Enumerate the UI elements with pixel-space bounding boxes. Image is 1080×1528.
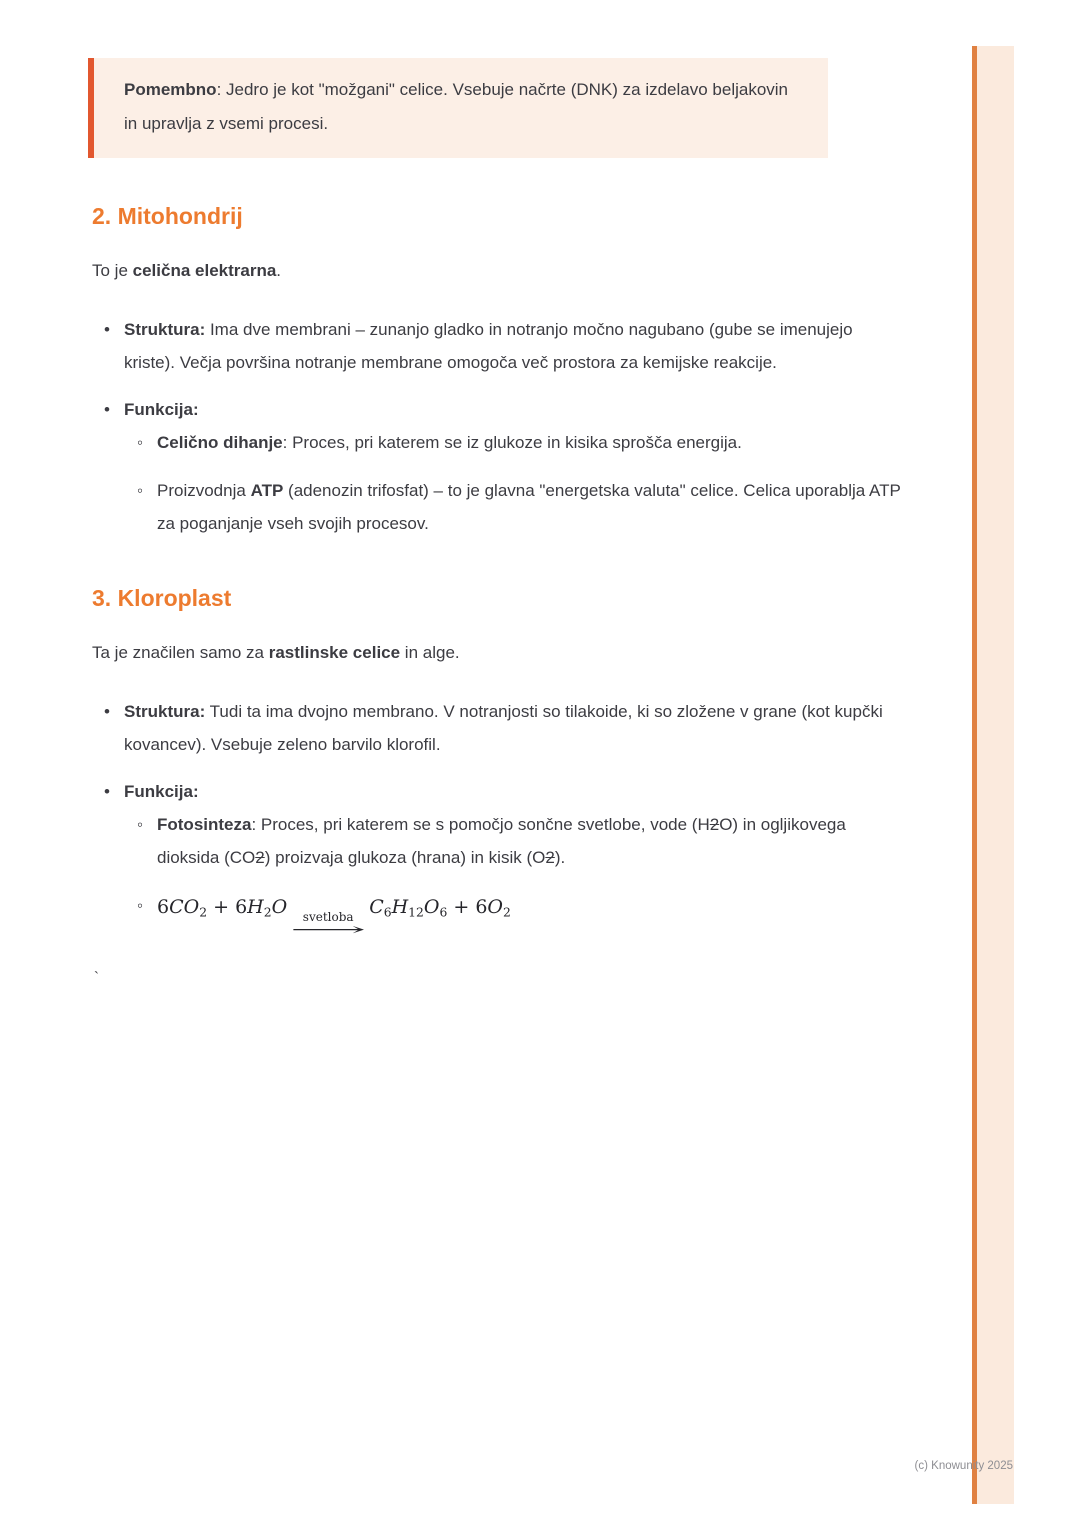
- sub-list-item-fotosinteza: [157, 808, 908, 874]
- callout-text: Pomembno: Jedro je kot "možgani" celice. Vsebuje načrte (DNK) za izdelavo beljakovin in upravlja z vsemi procesi.: [124, 80, 789, 133]
- list-item-struktura: [124, 313, 908, 379]
- list-item-text: Funkcija:: [124, 400, 199, 420]
- formula-right-side: $C_6H_{12}O_6 + 6O_2$: [369, 895, 511, 920]
- list-item-text: Struktura: Tudi ta ima dvojno membrano. V notranjosti so tilakoide, ki so zložene v grane (kot kupčki kovancev). Vsebuje zeleno barvilo klorofil.: [124, 701, 883, 755]
- list-item-funkcija: [124, 393, 908, 540]
- copyright-footer: (c) Knowunity 2025: [914, 1460, 1013, 1472]
- list-item-text: Funkcija:: [124, 782, 199, 802]
- formula-left-side: $6CO_2 + 6H_2O$: [157, 895, 288, 920]
- reaction-arrow: [290, 910, 366, 941]
- page-content: [92, 58, 908, 992]
- sub-list-item-proizvodnja-atp: [157, 474, 908, 540]
- section-heading-kloroplast: 3. Kloroplast: [92, 584, 232, 611]
- list-item-text: Proizvodnja ATP (adenozin trifosfat) – to je glavna "energetska valuta" celice. Celica uporablja ATP za poganjanje vseh svojih procesov.: [157, 480, 901, 533]
- bullet-list: [92, 695, 908, 939]
- sub-bullet-list: [124, 808, 908, 939]
- list-item-text: Struktura: Ima dve membrani – zunanjo gladko in notranjo močno nagubano (gube se imenujejo kriste). Večja površina notranje membrane omogoča več prostora za kemijske reakcije.: [124, 320, 853, 373]
- section-mitohondrij: [92, 202, 908, 540]
- list-item-text: Celično dihanje: Proces, pri katerem se iz glukoze in kisika sprošča energija.: [157, 433, 742, 453]
- list-item-struktura: [124, 695, 908, 761]
- section-heading-mitohondrij: 2. Mitohondrij: [92, 203, 243, 229]
- section-kloroplast: [92, 584, 908, 939]
- page-edge-accent-line: [972, 46, 977, 1504]
- important-callout: [88, 58, 828, 158]
- right-arrow-icon: ⟶: [290, 920, 366, 941]
- sub-bullet-list: [124, 426, 908, 539]
- section-intro-text: To je celična elektrarna.: [92, 260, 282, 280]
- reaction-arrow-label: svetloba: [302, 910, 354, 925]
- page-edge-band: [977, 46, 1014, 1504]
- sub-list-item-celicno-dihanje: [157, 426, 908, 459]
- section-intro-text: Ta je značilen samo za rastlinske celice in alge.: [92, 642, 460, 662]
- stray-character: `: [94, 969, 99, 987]
- sub-list-item-formula: [157, 889, 908, 940]
- list-item-funkcija: [124, 775, 908, 939]
- bullet-list: [92, 313, 908, 540]
- photosynthesis-formula: [157, 895, 511, 941]
- list-item-text: Fotosinteza: Proces, pri katerem se s pomočjo sončne svetlobe, vode (H2O) in ogljikovega dioksida (CO2) proizvaja glukoza (hrana) in kisik (O2).: [157, 815, 846, 868]
